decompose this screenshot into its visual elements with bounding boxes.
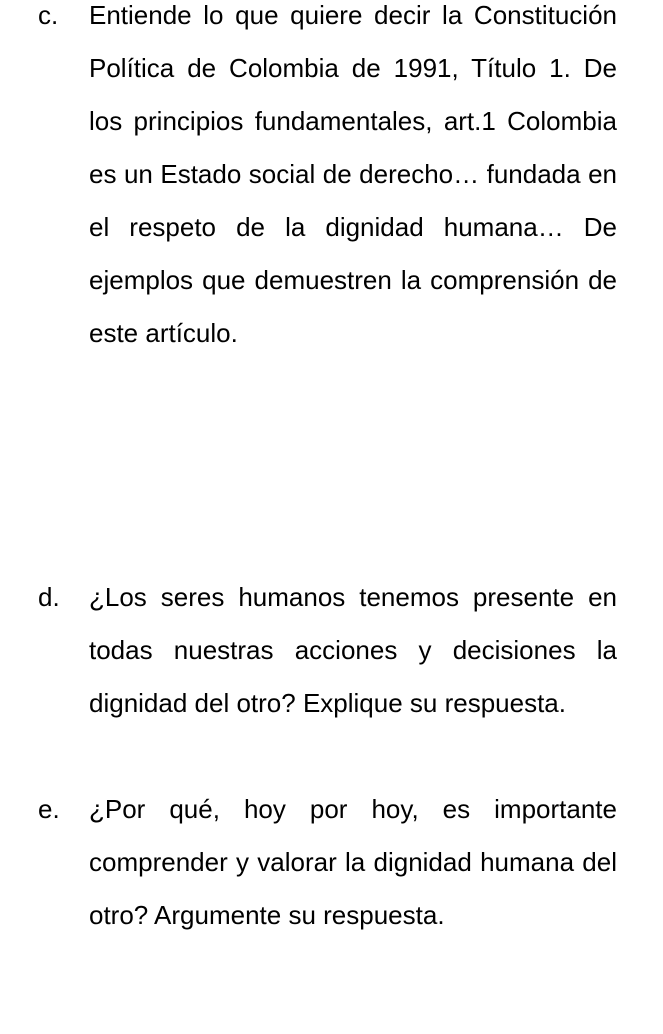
question-d-text: ¿Los seres humanos tenemos presente en todas nuestras acciones y decisiones la dignidad del otro? Explique su respuesta. — [89, 582, 617, 718]
question-d-marker: d. — [38, 582, 60, 612]
question-e-marker: e. — [38, 794, 60, 824]
question-c — [38, 0, 617, 360]
question-d — [38, 571, 617, 730]
question-e — [38, 783, 617, 942]
question-e-text: ¿Por qué, hoy por hoy, es importante comprender y valorar la dignidad humana del otro? Argumente su respuesta. — [89, 794, 617, 930]
question-c-marker: c. — [38, 0, 59, 30]
question-c-text: Entiende lo que quiere decir la Constitución Política de Colombia de 1991, Título 1. De los principios fundamentales, art.1 Colombia es un Estado social de derecho… fundada en el respeto de la dignidad humana… De ejemplos que demuestren la comprensión de este artículo. — [89, 0, 617, 348]
